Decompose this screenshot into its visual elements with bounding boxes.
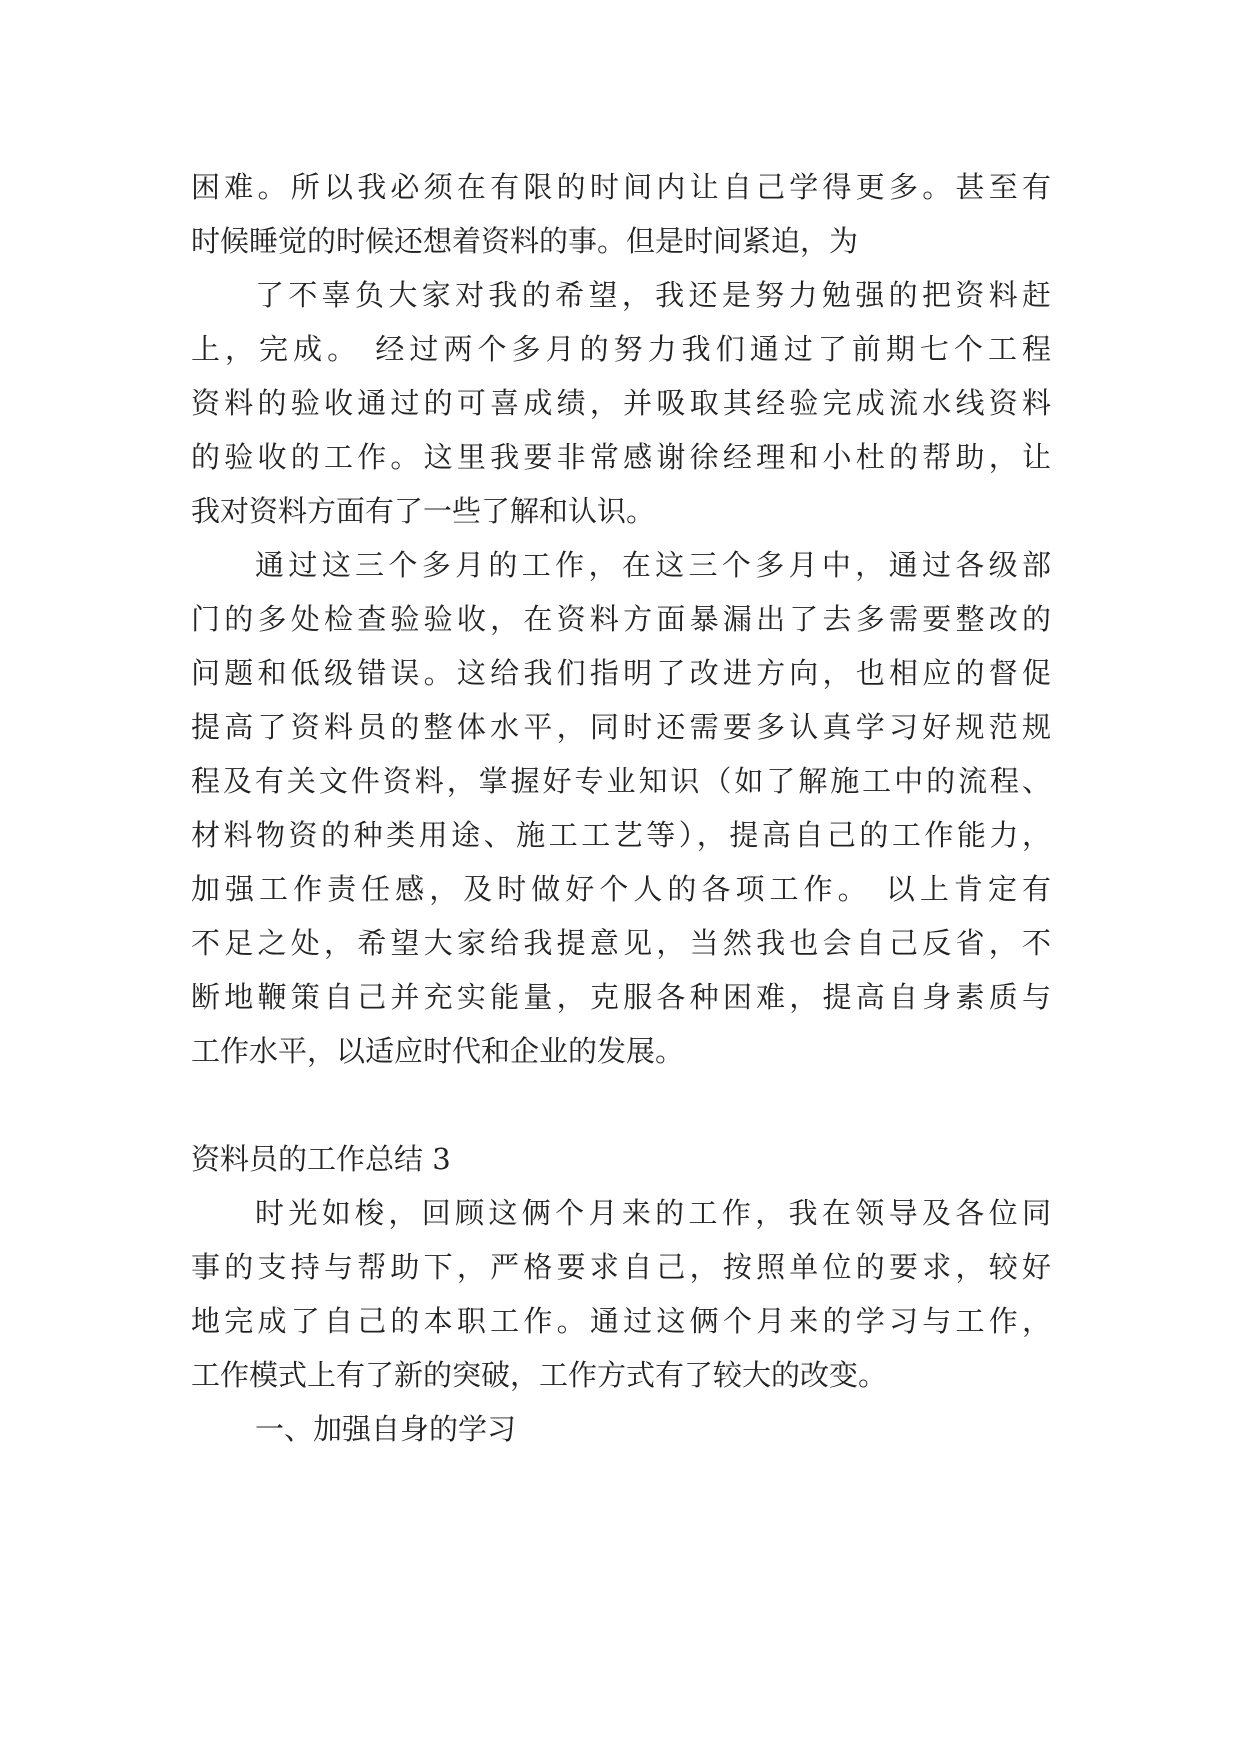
subheading: 一、加强自身的学习 [255, 1412, 517, 1446]
text-line: 资料的验收通过的可喜成绩，并吸取其经验完成流水线资料 [191, 386, 1051, 420]
text-line: 的验收的工作。这里我要非常感谢徐经理和小杜的帮助，让 [191, 440, 1051, 474]
text-line: 了不辜负大家对我的希望，我还是努力勉强的把资料赶 [255, 278, 1051, 312]
paragraph-continued [191, 160, 1051, 268]
text-line: 加强工作责任感，及时做好个人的各项工作。 以上肯定有 [191, 872, 1051, 906]
text-line: 通过这三个多月的工作，在这三个多月中，通过各级部 [255, 548, 1051, 582]
blank-line [191, 1078, 1051, 1132]
text-line: 程及有关文件资料，掌握好专业知识（如了解施工中的流程、 [191, 764, 1051, 798]
text-line: 上，完成。 经过两个多月的努力我们通过了前期七个工程 [191, 332, 1051, 366]
text-line: 材料物资的种类用途、施工工艺等），提高自己的工作能力， [191, 818, 1051, 852]
text-line: 门的多处检查验验收，在资料方面暴漏出了去多需要整改的 [191, 602, 1051, 636]
paragraph [191, 268, 1051, 538]
paragraph [191, 538, 1051, 1078]
text-line: 时候睡觉的时候还想着资料的事。但是时间紧迫，为 [191, 224, 859, 258]
text-line: 工作模式上有了新的突破，工作方式有了较大的改变。 [191, 1358, 888, 1392]
text-line: 问题和低级错误。这给我们指明了改进方向，也相应的督促 [191, 656, 1051, 690]
text-line: 事的支持与帮助下，严格要求自己，按照单位的要求，较好 [191, 1250, 1051, 1284]
text-line: 困难。所以我必须在有限的时间内让自己学得更多。甚至有 [191, 170, 1051, 204]
text-line: 断地鞭策自己并充实能量，克服各种困难，提高自身素质与 [191, 980, 1051, 1014]
text-line: 不足之处，希望大家给我提意见，当然我也会自己反省，不 [191, 926, 1051, 960]
text-line: 提高了资料员的整体水平，同时还需要多认真学习好规范规 [191, 710, 1051, 744]
paragraph [191, 1186, 1051, 1402]
document-body [191, 160, 1051, 1456]
text-line: 地完成了自己的本职工作。通过这俩个月来的学习与工作， [191, 1304, 1051, 1338]
section-title: 资料员的工作总结 3 [191, 1142, 451, 1176]
text-line: 时光如梭，回顾这俩个月来的工作，我在领导及各位同 [255, 1196, 1051, 1230]
text-line: 我对资料方面有了一些了解和认识。 [191, 494, 656, 528]
text-line: 工作水平，以适应时代和企业的发展。 [191, 1034, 685, 1068]
